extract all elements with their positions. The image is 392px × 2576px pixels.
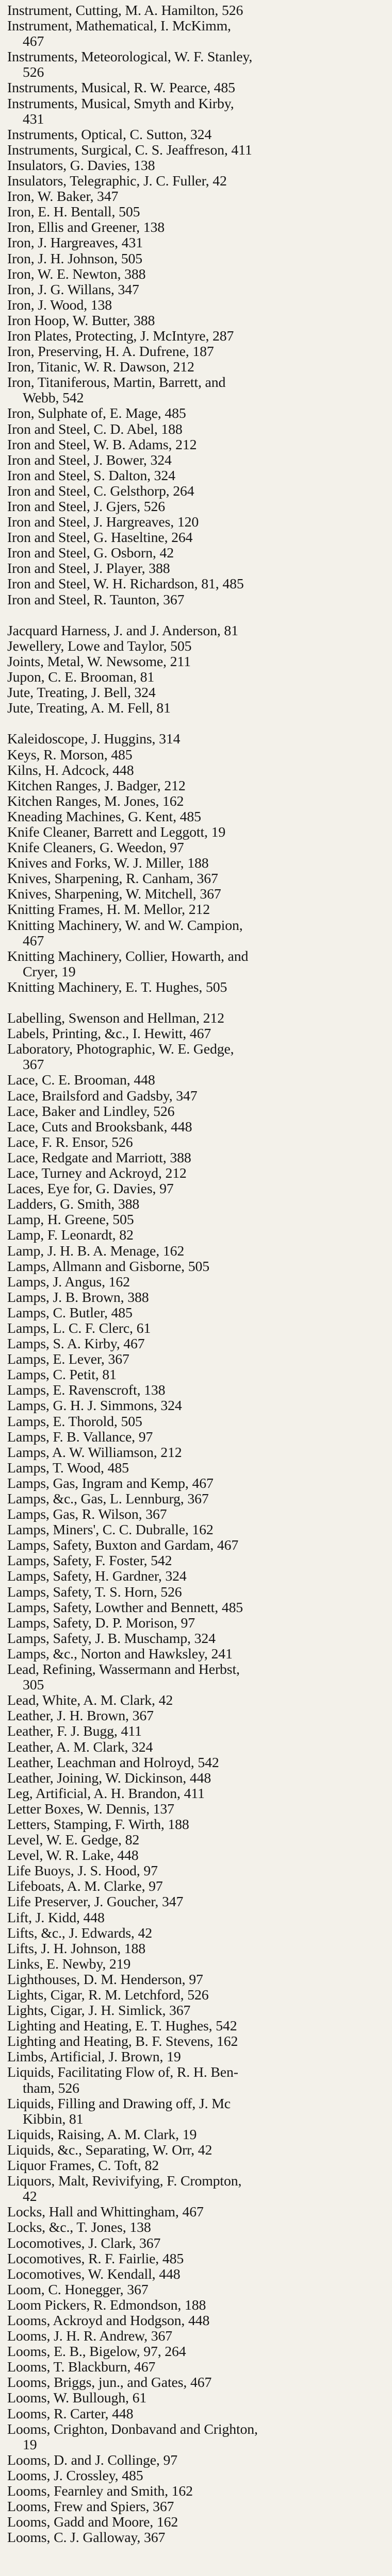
index-entry: Iron, W. E. Newton, 388 (7, 266, 146, 282)
index-entry: Labelling, Swenson and Hellman, 212 (7, 1010, 224, 1027)
index-entry: Life Buoys, J. S. Hood, 97 (7, 1863, 158, 1879)
index-entry: Jewellery, Lowe and Taylor, 505 (7, 638, 192, 654)
index-entry: Looms, Gadd and Moore, 162 (7, 2514, 178, 2531)
index-entry: Lace, F. R. Ensor, 526 (7, 1134, 133, 1150)
index-entry: Iron and Steel, G. Osborn, 42 (7, 545, 174, 562)
index-entry: Locks, Hall and Whittingham, 467 (7, 2204, 204, 2221)
index-entry: Keys, R. Morson, 485 (7, 747, 133, 763)
index-entry: Knitting Machinery, Collier, Howarth, and (7, 948, 249, 964)
index-entry-continuation: 467 (23, 933, 44, 949)
index-entry: Level, W. E. Gedge, 82 (7, 1832, 140, 1849)
index-entry: Iron and Steel, J. Player, 388 (7, 561, 170, 577)
index-entry: Lamps, Gas, R. Wilson, 367 (7, 1506, 167, 1523)
index-entry: Locomotives, W. Kendall, 448 (7, 2266, 181, 2282)
index-entry: Locomotives, R. F. Fairlie, 485 (7, 2250, 184, 2267)
index-entry: Looms, Frew and Spiers, 367 (7, 2499, 174, 2515)
index-entry: Lights, Cigar, J. H. Simlick, 367 (7, 2003, 191, 2019)
index-entry: Knife Cleaner, Barrett and Leggott, 19 (7, 824, 226, 840)
index-entry: Lace, Redgate and Marriott, 388 (7, 1149, 191, 1166)
index-entry-continuation: Kibbin, 81 (23, 2111, 84, 2127)
index-entry: Looms, Ackroyd and Hodgson, 448 (7, 2312, 210, 2329)
index-entry-continuation: Webb, 542 (23, 390, 84, 406)
index-entry: Leather, Joining, W. Dickinson, 448 (7, 1770, 211, 1786)
index-entry: Liquids, Facilitating Flow of, R. H. Ben- (7, 2064, 238, 2081)
index-entry: Lamps, &c., Norton and Hawksley, 241 (7, 1646, 233, 1662)
index-entry: Lamp, J. H. B. A. Menage, 162 (7, 1243, 185, 1259)
index-entry: Iron, E. H. Bentall, 505 (7, 204, 140, 221)
index-entry: Insulators, Telegraphic, J. C. Fuller, 42 (7, 173, 227, 190)
index-entry: Lamps, Safety, T. S. Horn, 526 (7, 1584, 182, 1600)
index-entry: Leather, A. M. Clark, 324 (7, 1739, 153, 1755)
index-entry: Iron and Steel, R. Taunton, 367 (7, 591, 185, 608)
index-entry: Lifeboats, A. M. Clarke, 97 (7, 1878, 163, 1895)
index-entry: Iron, Titanic, W. R. Dawson, 212 (7, 359, 194, 376)
index-entry: Iron and Steel, J. Gjers, 526 (7, 499, 165, 515)
index-entry: Iron Hoop, W. Butter, 388 (7, 312, 155, 329)
index-entry: Locks, &c., T. Jones, 138 (7, 2219, 151, 2236)
index-entry: Lace, C. E. Brooman, 448 (7, 1072, 155, 1089)
index-entry: Iron and Steel, W. B. Adams, 212 (7, 436, 197, 453)
index-entry: Lamps, Safety, D. P. Morison, 97 (7, 1615, 195, 1631)
index-entry: Lamps, E. Lever, 367 (7, 1351, 129, 1368)
index-entry-continuation: tham, 526 (23, 2080, 79, 2096)
index-entry: Lace, Baker and Lindley, 526 (7, 1103, 175, 1120)
index-entry-continuation: 19 (23, 2436, 37, 2453)
index-entry: Iron and Steel, G. Haseltine, 264 (7, 530, 193, 546)
index-entry: Iron, J. Hargreaves, 431 (7, 235, 143, 251)
index-entry: Lighthouses, D. M. Henderson, 97 (7, 1971, 203, 1988)
index-entry: Lamps, T. Wood, 485 (7, 1460, 129, 1476)
index-entry: Laces, Eye for, G. Davies, 97 (7, 1181, 174, 1197)
index-entry: Lamps, F. B. Vallance, 97 (7, 1429, 153, 1445)
index-entry: Lighting and Heating, B. F. Stevens, 162 (7, 2033, 238, 2050)
index-entry: Kitchen Ranges, J. Badger, 212 (7, 777, 186, 794)
index-entry: Iron and Steel, J. Bower, 324 (7, 452, 172, 468)
index-entry: Instruments, Musical, R. W. Pearce, 485 (7, 80, 235, 96)
index-entry: Looms, Crighton, Donbavand and Crighton, (7, 2421, 258, 2437)
index-entry: Lamps, Safety, F. Foster, 542 (7, 1553, 172, 1569)
index-entry: Lamps, Safety, J. B. Muschamp, 324 (7, 1630, 216, 1647)
index-entry: Lifts, J. H. Johnson, 188 (7, 1940, 146, 1957)
index-entry: Liquids, Filling and Drawing off, J. Mc (7, 2095, 231, 2112)
index-entry-continuation: 367 (23, 1057, 44, 1073)
index-entry: Looms, W. Bullough, 61 (7, 2390, 147, 2406)
index-entry-continuation: 467 (23, 33, 44, 50)
index-entry: Lamp, F. Leonardt, 82 (7, 1227, 134, 1244)
index-entry: Instruments, Surgical, C. S. Jeaffreson, 411 (7, 142, 252, 158)
index-entry: Lead, Refining, Wassermann and Herbst, (7, 1662, 240, 1678)
index-entry: Lamps, A. W. Williamson, 212 (7, 1444, 182, 1461)
index-entry: Iron, W. Baker, 347 (7, 189, 119, 205)
index-entry: Lighting and Heating, E. T. Hughes, 542 (7, 2018, 237, 2035)
index-entry: Knitting Frames, H. M. Mellor, 212 (7, 902, 210, 918)
index-entry: Looms, E. B., Bigelow, 97, 264 (7, 2344, 186, 2360)
index-entry: Lift, J. Kidd, 448 (7, 1909, 105, 1926)
index-entry: Lamps, C. Petit, 81 (7, 1367, 117, 1383)
index-entry: Instruments, Musical, Smyth and Kirby, (7, 95, 234, 112)
index-entry-continuation: Cryer, 19 (23, 963, 76, 980)
index-entry: Liquor Frames, C. Toft, 82 (7, 2158, 159, 2174)
index-entry: Lamps, L. C. F. Clerc, 61 (7, 1320, 151, 1336)
index-entry: Iron, J. H. Johnson, 505 (7, 250, 143, 267)
index-entry: Leg, Artificial, A. H. Brandon, 411 (7, 1785, 205, 1802)
index-entry: Level, W. R. Lake, 448 (7, 1848, 139, 1864)
index-entry: Lamps, &c., Gas, L. Lennburg, 367 (7, 1491, 209, 1507)
index-entry: Iron, Titaniferous, Martin, Barrett, and (7, 375, 226, 391)
index-entry: Looms, J. Crossley, 485 (7, 2467, 143, 2484)
index-entry: Insulators, G. Davies, 138 (7, 157, 155, 174)
index-entry: Lamps, Allmann and Gisborne, 505 (7, 1258, 210, 1275)
index-entry: Lamps, S. A. Kirby, 467 (7, 1336, 145, 1352)
index-entry: Letter Boxes, W. Dennis, 137 (7, 1801, 174, 1817)
index-entry: Jacquard Harness, J. and J. Anderson, 81 (7, 622, 238, 639)
index-entry: Leather, Leachman and Holroyd, 542 (7, 1754, 219, 1771)
index-entry-continuation: 526 (23, 64, 44, 81)
index-entry: Lamps, E. Thorold, 505 (7, 1413, 142, 1430)
section-gap (0, 716, 392, 732)
index-entry: Kitchen Ranges, M. Jones, 162 (7, 793, 184, 809)
index-entry: Looms, Fearnley and Smith, 162 (7, 2483, 193, 2499)
index-entry-continuation: 431 (23, 111, 44, 127)
index-entry: Liquids, Raising, A. M. Clark, 19 (7, 2126, 197, 2143)
index-entry: Letters, Stamping, F. Wirth, 188 (7, 1816, 189, 1833)
index-entry: Locomotives, J. Clark, 367 (7, 2235, 161, 2251)
index-entry: Lamps, Safety, Lowther and Bennett, 485 (7, 1599, 243, 1616)
index-entry: Iron, J. Wood, 138 (7, 297, 112, 313)
index-entry: Knitting Machinery, E. T. Hughes, 505 (7, 979, 227, 995)
index-entry: Iron and Steel, C. D. Abel, 188 (7, 421, 183, 437)
index-entry: Instrument, Cutting, M. A. Hamilton, 526 (7, 3, 243, 19)
index-entry: Lace, Brailsford and Gadsby, 347 (7, 1088, 198, 1104)
index-entry: Labels, Printing, &c., I. Hewitt, 467 (7, 1026, 211, 1042)
index-entry: Looms, T. Blackburn, 467 (7, 2359, 156, 2376)
index-entry: Lamps, Miners', C. C. Dubralle, 162 (7, 1522, 214, 1538)
index-entry: Lights, Cigar, R. M. Letchford, 526 (7, 1987, 209, 2003)
index-entry: Lamps, Safety, Buxton and Gardam, 467 (7, 1537, 239, 1554)
index-entry: Iron and Steel, J. Hargreaves, 120 (7, 514, 199, 531)
index-entry: Lamps, Safety, H. Gardner, 324 (7, 1568, 187, 1585)
index-entry: Lifts, &c., J. Edwards, 42 (7, 1925, 152, 1941)
index-entry: Iron, Ellis and Greener, 138 (7, 219, 165, 236)
index-entry: Lamps, E. Ravenscroft, 138 (7, 1382, 166, 1399)
index-entry: Lead, White, A. M. Clark, 42 (7, 1692, 173, 1709)
index-entry: Knife Cleaners, G. Weedon, 97 (7, 840, 184, 856)
index-entry: Iron Plates, Protecting, J. McIntyre, 287 (7, 328, 234, 344)
index-entry: Liquors, Malt, Revivifying, F. Crompton, (7, 2173, 242, 2190)
index-entry: Leather, J. H. Brown, 367 (7, 1708, 154, 1724)
index-entry: Jute, Treating, J. Bell, 324 (7, 685, 156, 701)
index-entry: Iron and Steel, C. Gelsthorp, 264 (7, 483, 194, 499)
index-entry: Kneading Machines, G. Kent, 485 (7, 808, 201, 825)
index-entry: Kilns, H. Adcock, 448 (7, 762, 134, 778)
index-entry: Lace, Cuts and Brooksbank, 448 (7, 1118, 192, 1135)
index-entry-continuation: 42 (23, 2189, 37, 2205)
index-entry: Laboratory, Photographic, W. E. Gedge, (7, 1041, 234, 1058)
section-gap (0, 608, 392, 623)
index-entry: Lamp, H. Greene, 505 (7, 1212, 134, 1228)
index-entry: Instruments, Meteorological, W. F. Stanley, (7, 49, 253, 65)
index-entry: Kaleidoscope, J. Huggins, 314 (7, 731, 181, 748)
index-entry: Knives, Sharpening, W. Mitchell, 367 (7, 886, 221, 903)
index-entry: Lamps, Gas, Ingram and Kemp, 467 (7, 1475, 214, 1492)
index-entry: Iron, J. G. Willans, 347 (7, 281, 139, 298)
section-gap (0, 995, 392, 1011)
index-entry: Jupon, C. E. Brooman, 81 (7, 669, 155, 686)
index-entry: Lace, Turney and Ackroyd, 212 (7, 1165, 187, 1182)
index-entry: Lamps, G. H. J. Simmons, 324 (7, 1398, 182, 1414)
index-entry: Limbs, Artificial, J. Brown, 19 (7, 2049, 181, 2065)
index-entry: Knives and Forks, W. J. Miller, 188 (7, 855, 209, 872)
index-entry: Looms, Briggs, jun., and Gates, 467 (7, 2375, 212, 2391)
index-entry: Knitting Machinery, W. and W. Campion, (7, 917, 243, 934)
index-entry: Looms, C. J. Galloway, 367 (7, 2530, 166, 2546)
index-entry: Looms, D. and J. Collinge, 97 (7, 2452, 177, 2468)
index-entry: Lamps, J. Angus, 162 (7, 1274, 130, 1290)
index-entry: Life Preserver, J. Goucher, 347 (7, 1894, 184, 1910)
index-entry: Looms, J. H. R. Andrew, 367 (7, 2328, 172, 2345)
index-entry: Jute, Treating, A. M. Fell, 81 (7, 700, 171, 717)
index-entry: Ladders, G. Smith, 388 (7, 1196, 140, 1213)
index-entry: Links, E. Newby, 219 (7, 1956, 131, 1972)
index-entry: Iron and Steel, W. H. Richardson, 81, 485 (7, 576, 244, 592)
index-entry: Leather, F. J. Bugg, 411 (7, 1723, 142, 1740)
index-entry: Iron and Steel, S. Dalton, 324 (7, 467, 175, 484)
index-entry: Liquids, &c., Separating, W. Orr, 42 (7, 2142, 213, 2158)
index-entry: Looms, R. Carter, 448 (7, 2405, 134, 2422)
index-entry: Instrument, Mathematical, I. McKimm, (7, 18, 231, 35)
index-entry: Instruments, Optical, C. Sutton, 324 (7, 126, 212, 143)
index-entry: Knives, Sharpening, R. Canham, 367 (7, 871, 218, 887)
index-entry: Loom Pickers, R. Edmondson, 188 (7, 2297, 206, 2313)
index-entry-continuation: 305 (23, 1677, 44, 1693)
index-entry: Lamps, C. Butler, 485 (7, 1304, 133, 1321)
index-entry: Joints, Metal, W. Newsome, 211 (7, 653, 191, 670)
index-entry: Iron, Sulphate of, E. Mage, 485 (7, 405, 186, 422)
index-entry: Iron, Preserving, H. A. Dufrene, 187 (7, 344, 214, 360)
index-entry: Lamps, J. B. Brown, 388 (7, 1289, 149, 1306)
index-entry: Loom, C. Honegger, 367 (7, 2281, 149, 2298)
